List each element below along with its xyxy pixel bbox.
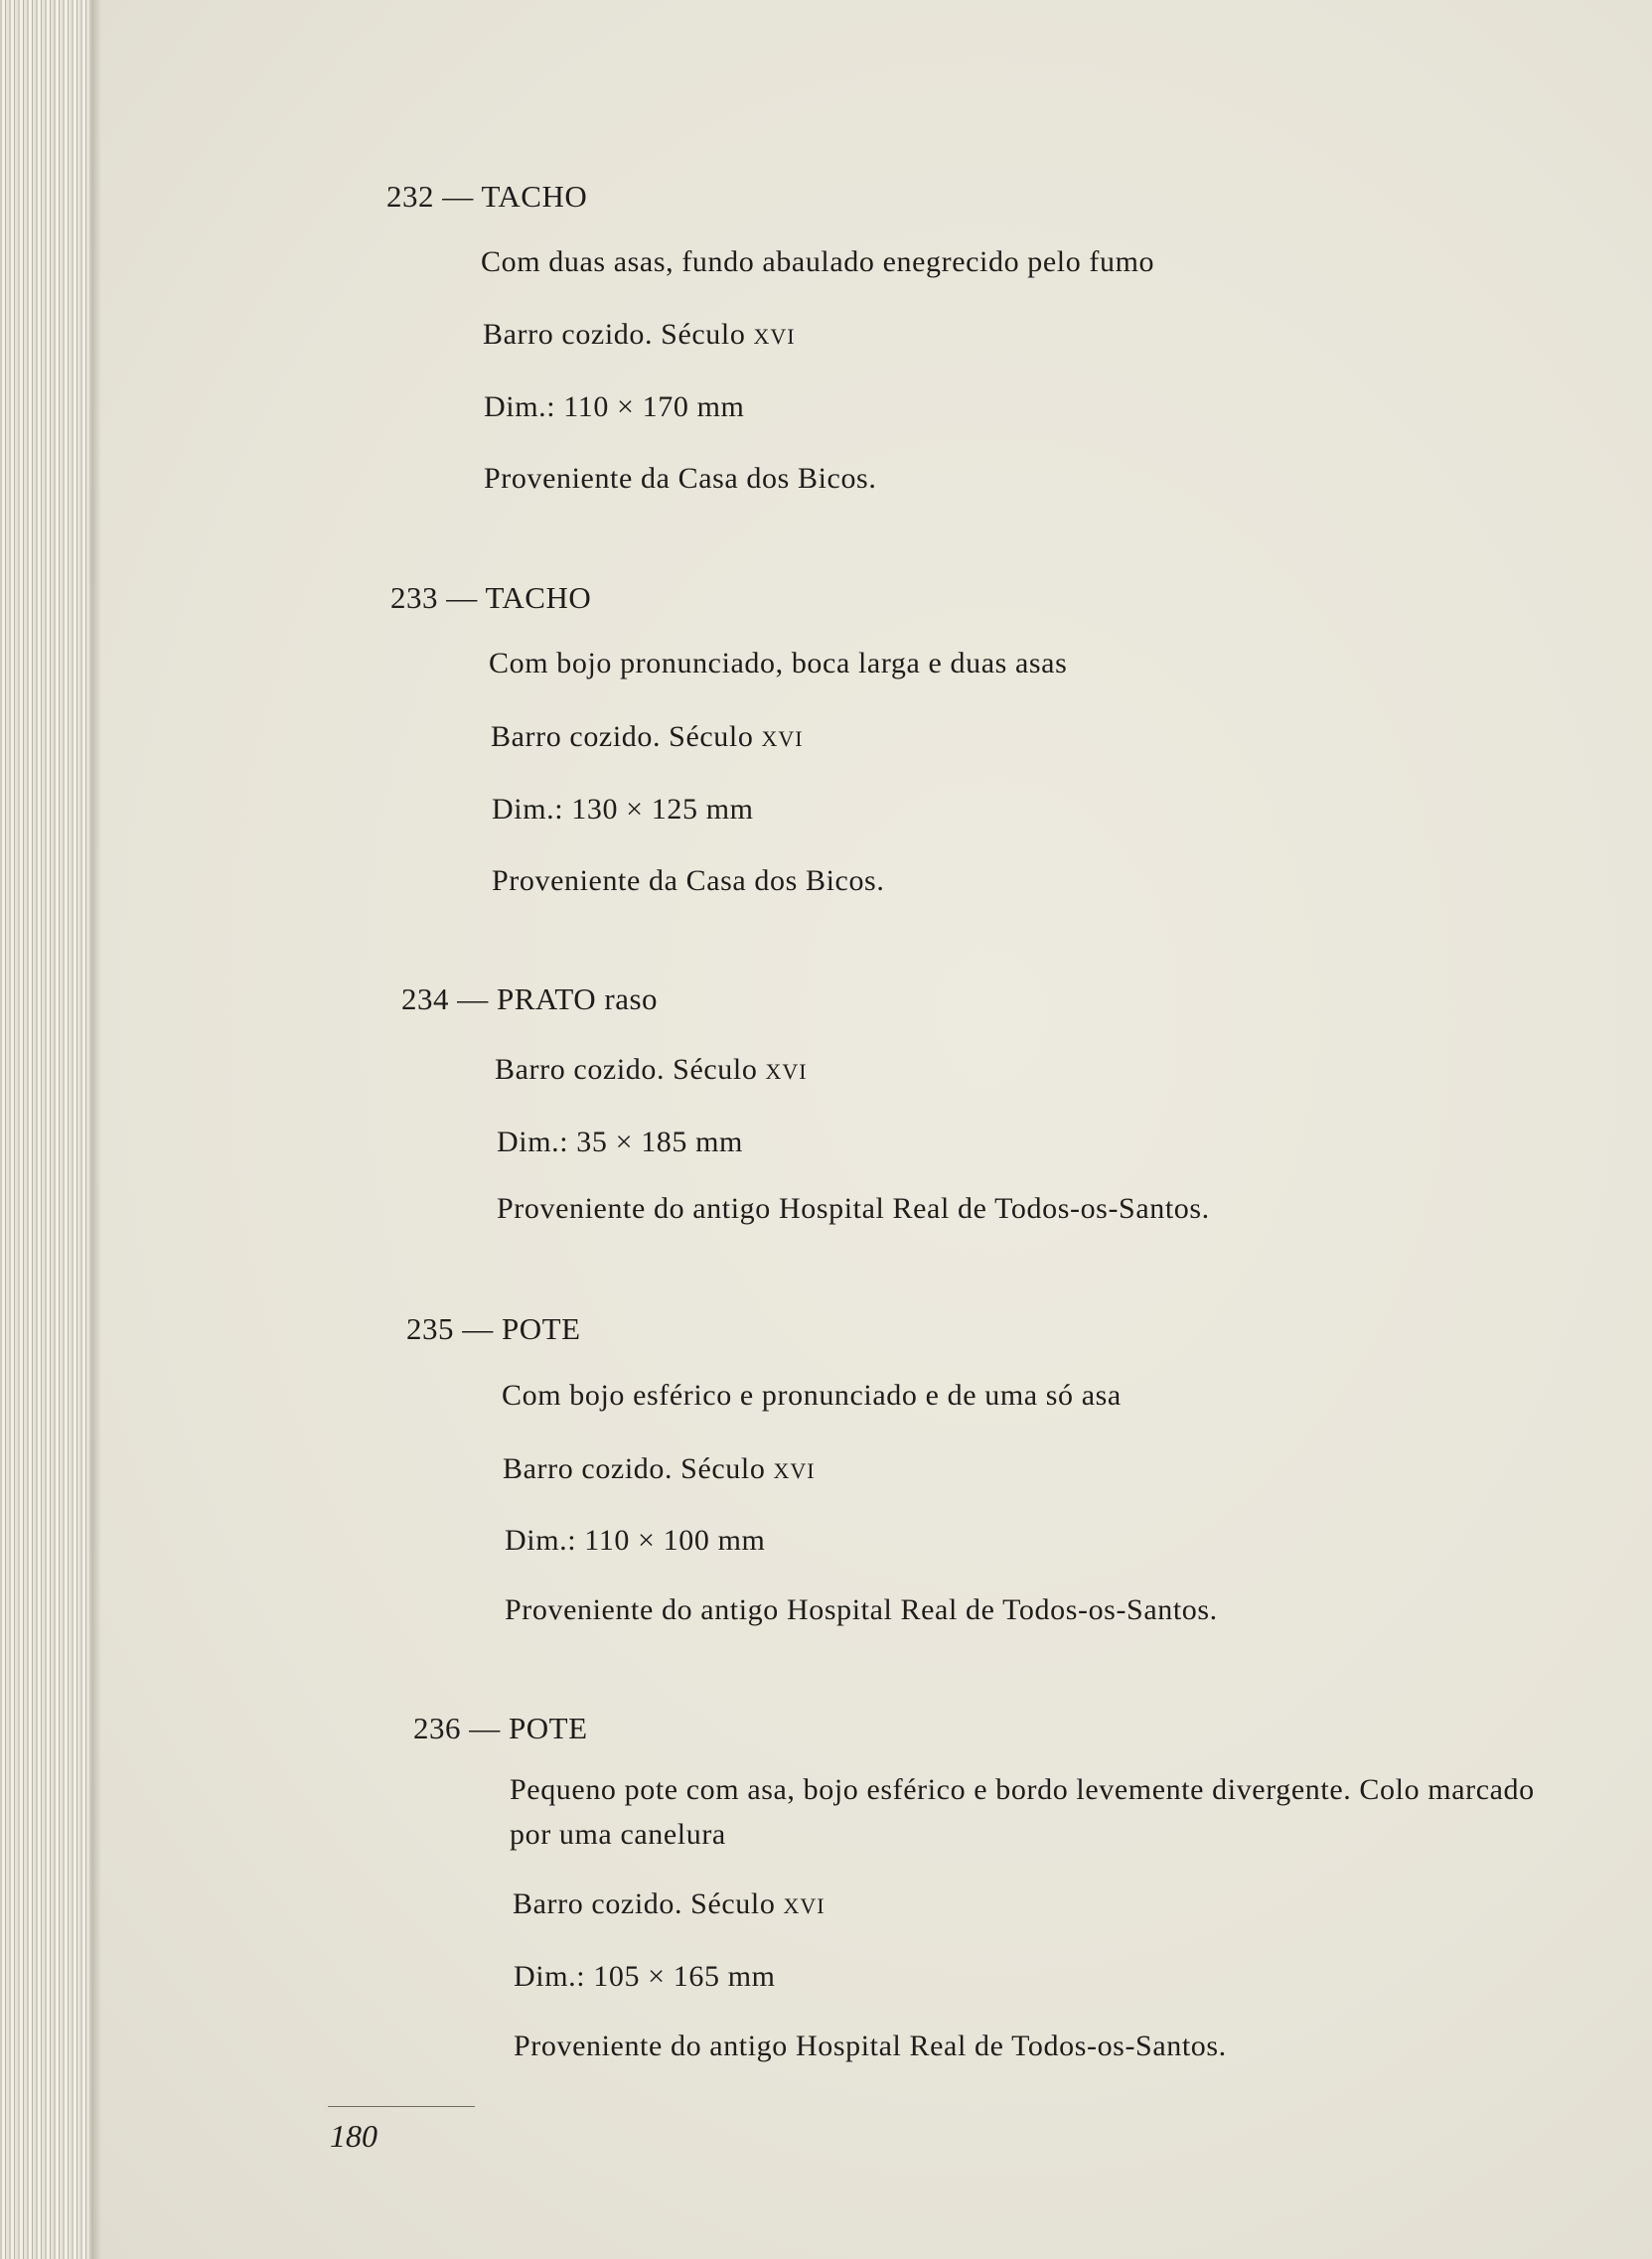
entry-heading: 235 — POTE: [406, 1311, 581, 1346]
footer-rule: [328, 2106, 475, 2107]
book-page-edges: [0, 0, 91, 2259]
century-label: XVI: [753, 324, 796, 349]
page-number: 180: [330, 2118, 377, 2154]
material-text: Barro cozido. Século: [513, 1887, 784, 1920]
material-text: Barro cozido. Século: [483, 318, 754, 351]
entry-description-continued: por uma canelura: [510, 1818, 726, 1851]
century-label: XVI: [773, 1458, 816, 1483]
century-label: XVI: [765, 1059, 808, 1084]
entry-description: Com bojo esférico e pronunciado e de uma só asa: [502, 1379, 1122, 1412]
entry-description: Com bojo pronunciado, boca larga e duas asas: [489, 647, 1068, 679]
entry-dimensions: Dim.: 110 × 170 mm: [484, 390, 745, 423]
material-text: Barro cozido. Século: [495, 1053, 766, 1086]
entry-heading: 236 — POTE: [413, 1711, 588, 1745]
entry-material: [491, 720, 804, 754]
entry-dimensions: Dim.: 35 × 185 mm: [497, 1126, 743, 1158]
entry-heading: 234 — PRATO raso: [401, 981, 659, 1016]
entry-material: [483, 318, 796, 352]
entry-dimensions: Dim.: 110 × 100 mm: [505, 1524, 766, 1557]
entry-material: [503, 1452, 816, 1486]
entry-provenance: Proveniente da Casa dos Bicos.: [492, 864, 885, 897]
entry-provenance: Proveniente do antigo Hospital Real de Todos-os-Santos.: [505, 1593, 1218, 1626]
entry-description: Pequeno pote com asa, bojo esférico e bordo levemente divergente. Colo marcado: [510, 1773, 1535, 1806]
entry-heading: 233 — TACHO: [390, 580, 592, 615]
material-text: Barro cozido. Século: [491, 720, 762, 753]
entry-dimensions: Dim.: 130 × 125 mm: [492, 793, 754, 826]
entry-dimensions: Dim.: 105 × 165 mm: [514, 1960, 776, 1993]
entry-material: [513, 1887, 826, 1921]
entry-provenance: Proveniente do antigo Hospital Real de Todos-os-Santos.: [514, 2030, 1227, 2062]
century-label: XVI: [783, 1893, 826, 1918]
entry-provenance: Proveniente do antigo Hospital Real de Todos-os-Santos.: [497, 1192, 1210, 1225]
entry-heading: 232 — TACHO: [386, 179, 588, 214]
entry-description: Com duas asas, fundo abaulado enegrecido pelo fumo: [481, 245, 1155, 278]
century-label: XVI: [761, 726, 804, 751]
entry-provenance: Proveniente da Casa dos Bicos.: [484, 462, 877, 495]
material-text: Barro cozido. Século: [503, 1452, 774, 1485]
entry-material: [495, 1053, 808, 1087]
